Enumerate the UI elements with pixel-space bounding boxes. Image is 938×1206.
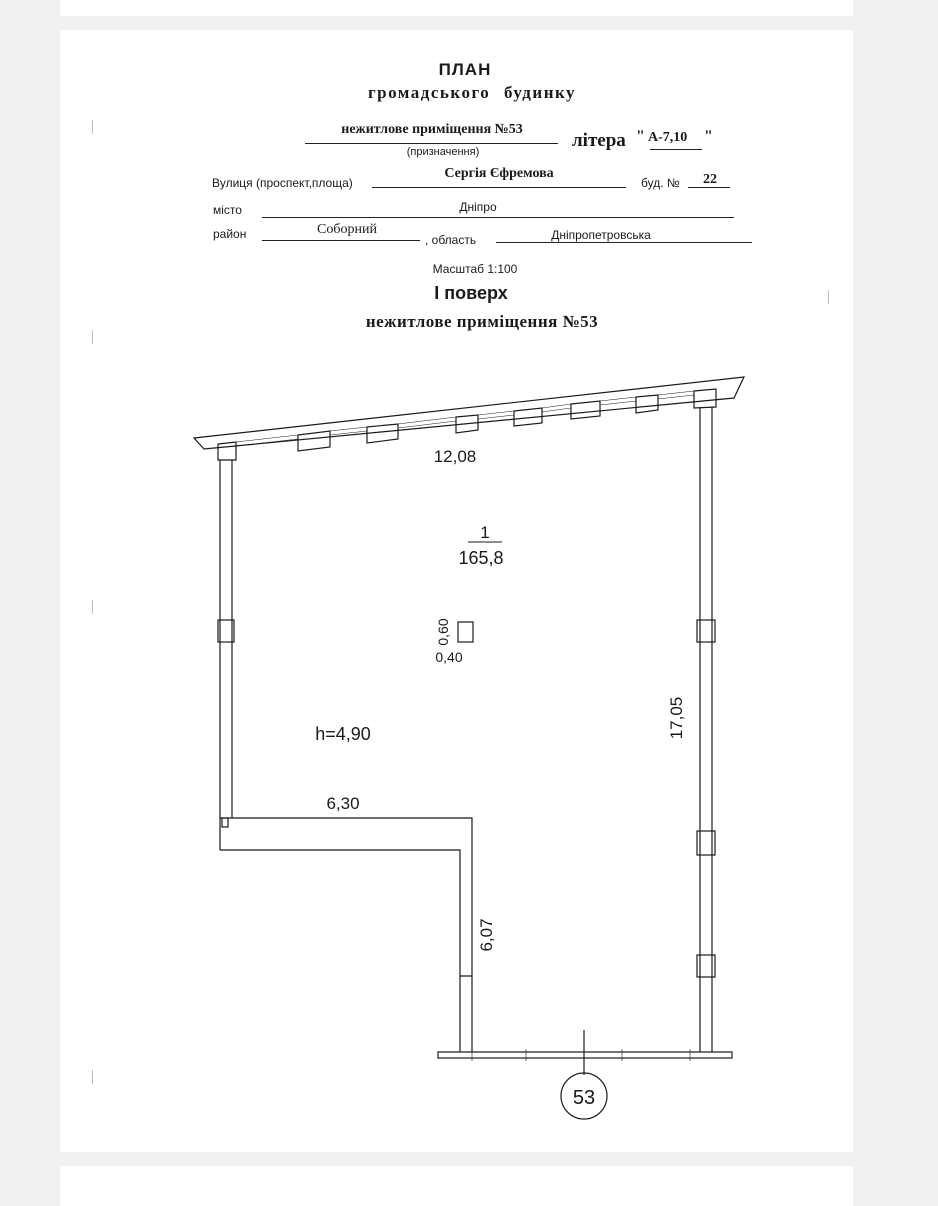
ceiling-height: h=4,90 [315, 724, 371, 744]
litera-value: А-7,10 [648, 130, 688, 145]
premises-title: нежитлове приміщення №53 [365, 312, 599, 331]
scale-label: Масштаб 1:100 [432, 262, 518, 276]
district-label: район [213, 227, 247, 241]
dim-right: 17,05 [667, 696, 686, 740]
dim-top: 12,08 [433, 447, 477, 466]
street-value: Сергія Єфремова [444, 166, 554, 181]
dim-inner-horizontal: 6,30 [326, 794, 360, 813]
doc-title: ПЛАН [438, 60, 492, 79]
walls [194, 377, 744, 1119]
column-height: 0,60 [435, 618, 451, 646]
doc-subtitle: громадського будинку [367, 83, 577, 102]
facade-wall [194, 377, 744, 449]
region-label: , область [425, 233, 477, 247]
dim-inner-vertical: 6,07 [477, 918, 496, 952]
column-width: 0,40 [435, 649, 463, 665]
city-label: місто [213, 203, 242, 217]
entrance-label: 53 [572, 1087, 596, 1109]
building-value: 22 [703, 172, 717, 187]
purpose-value: нежитлове приміщення №53 [341, 122, 523, 137]
purpose-caption: (призначення) [406, 146, 480, 158]
litera-label: літера [572, 130, 626, 151]
district-value: Соборний [317, 222, 377, 237]
room-area: 165,8 [458, 548, 504, 568]
floor-title: І поверх [434, 283, 508, 303]
city-value: Дніпро [459, 200, 497, 214]
room-number: 1 [480, 523, 490, 542]
street-label: Вулиця (проспект,площа) [212, 176, 353, 190]
column [458, 622, 473, 642]
building-label: буд. № [641, 176, 680, 190]
region-value: Дніпропетровська [551, 228, 651, 242]
